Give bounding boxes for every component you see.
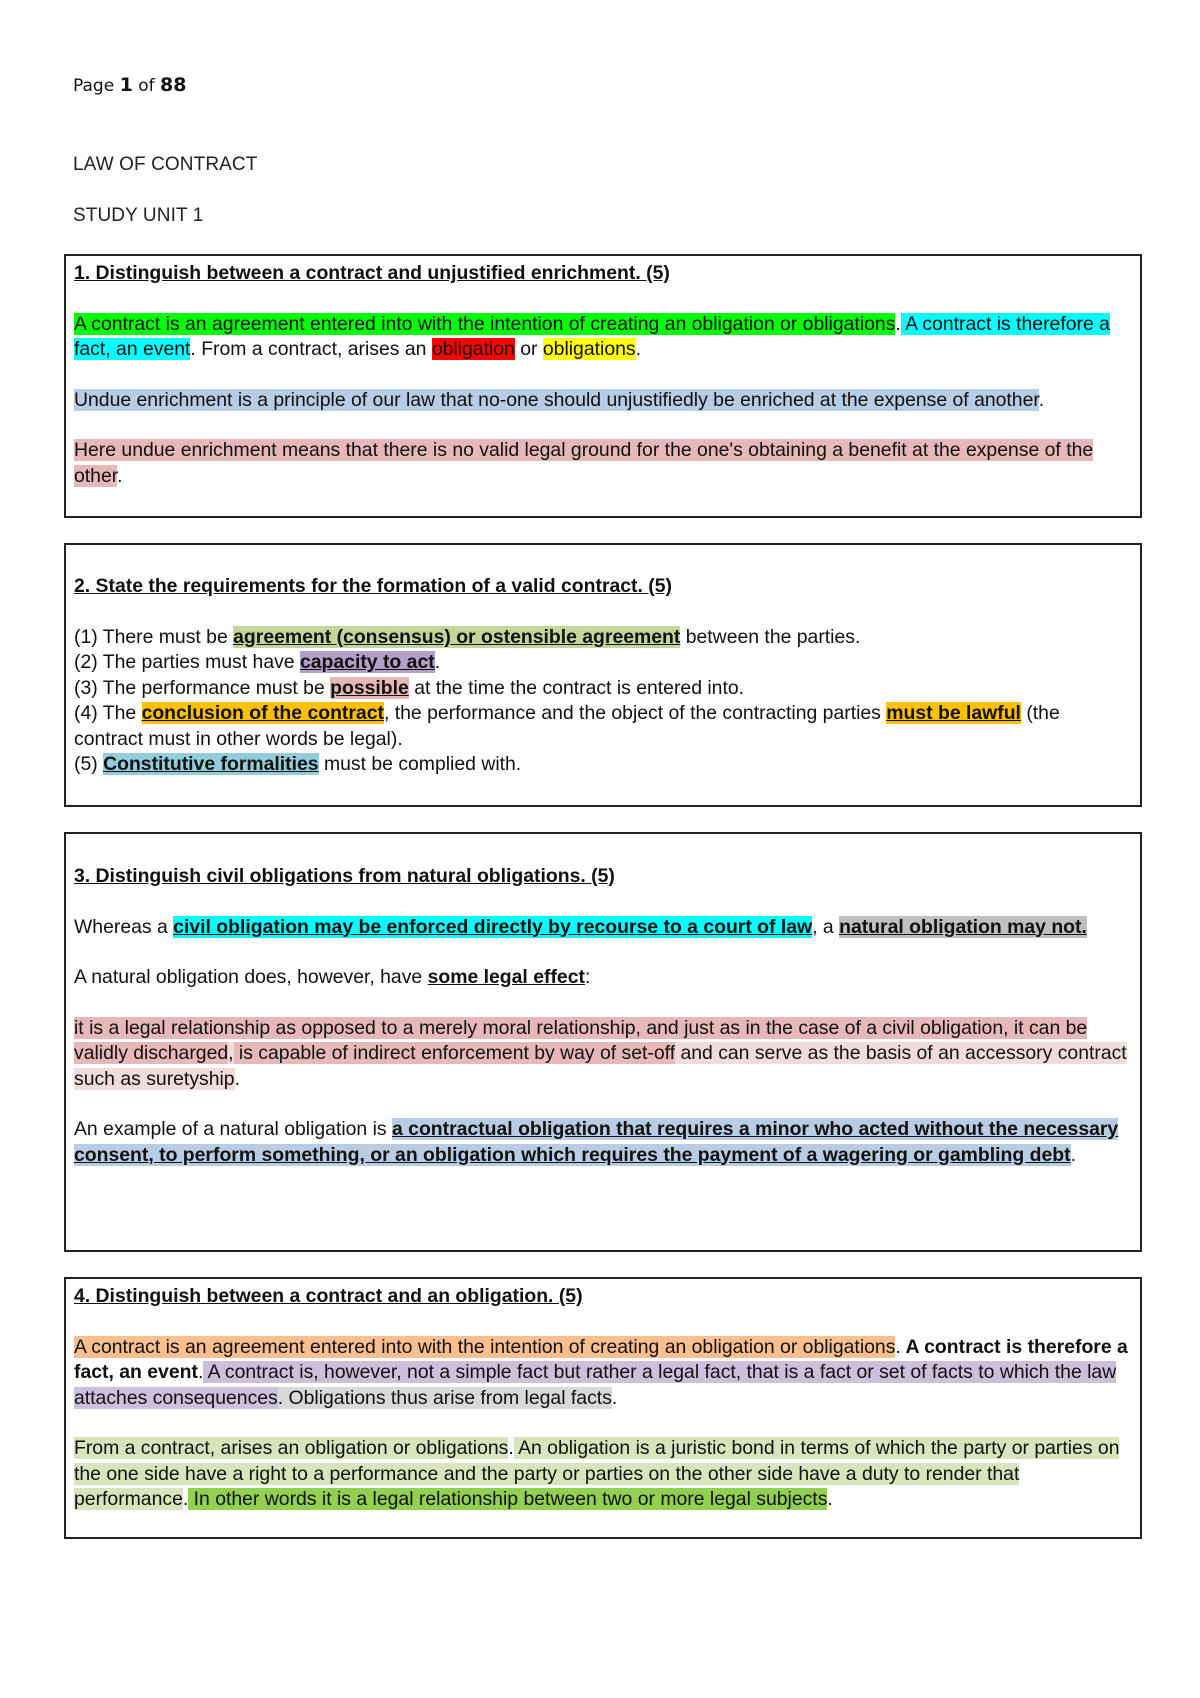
question-2-heading: 2. State the requirements for the formation of a valid contract. (5) bbox=[74, 575, 672, 597]
q4-text: . bbox=[197, 1361, 204, 1383]
q2-text: (5) bbox=[74, 753, 104, 775]
requirement-3 bbox=[74, 676, 1130, 702]
q3-text: . bbox=[1070, 1143, 1076, 1166]
q2-hl-agreement: agreement (consensus) or ostensible agreement bbox=[233, 625, 681, 648]
requirement-5 bbox=[74, 752, 1130, 778]
q1-text: . bbox=[117, 464, 123, 487]
q3-legal-effect: some legal effect bbox=[427, 966, 585, 988]
q3-paragraph-2 bbox=[74, 965, 1130, 991]
q4-text: . bbox=[611, 1386, 618, 1409]
document-title: LAW OF CONTRACT bbox=[73, 154, 258, 175]
q3-text: Whereas a bbox=[74, 915, 174, 938]
q3-hl-natural-obligation: natural obligation may not. bbox=[839, 915, 1087, 938]
q3-hl-civil-obligation: civil obligation may be enforced directly by recourse to a court of law bbox=[173, 915, 813, 938]
q1-paragraph-2 bbox=[74, 388, 1130, 414]
q4-paragraph-2 bbox=[74, 1436, 1130, 1513]
q3-paragraph-4 bbox=[74, 1117, 1130, 1168]
question-1-heading: 1. Distinguish between a contract and unjustified enrichment. (5) bbox=[74, 262, 670, 284]
q2-text: (3) The performance must be bbox=[74, 676, 331, 699]
q2-text: (4) The bbox=[74, 702, 142, 724]
q4-hl-legal-facts: . Obligations thus arise from legal facts bbox=[277, 1386, 612, 1409]
q1-hl-obligation: obligation bbox=[431, 338, 515, 360]
q1-text: . bbox=[895, 312, 901, 335]
q4-paragraph-1 bbox=[74, 1335, 1130, 1412]
q3-hl-suretyship: and can serve as the basis of an accessory contract such as suretyship bbox=[74, 1042, 1127, 1090]
q4-hl-legal-fact: A contract is, however, not a simple fact but rather a legal fact, that is a fact or set of facts to which the law attaches consequences bbox=[74, 1361, 1117, 1409]
page-of: of bbox=[138, 76, 155, 96]
q4-hl-juristic-bond: An obligation is a juristic bond in terms of which the party or parties on the one side have a right to a performance and the party or parties on the other side have a duty to render that performance bbox=[74, 1437, 1120, 1510]
q3-text: , a bbox=[812, 915, 840, 938]
requirement-1 bbox=[74, 625, 1130, 651]
page-current: 1 bbox=[119, 74, 133, 96]
q2-hl-formalities: Constitutive formalities bbox=[103, 753, 319, 775]
q2-text: must be complied with. bbox=[318, 753, 522, 775]
q2-text: (1) There must be bbox=[74, 625, 234, 648]
q2-hl-capacity: capacity to act bbox=[299, 651, 435, 673]
question-box-4 bbox=[64, 1277, 1142, 1539]
q1-hl-obligations: obligations bbox=[542, 338, 636, 360]
q3-text: . bbox=[234, 1067, 240, 1090]
q2-hl-conclusion: conclusion of the contract bbox=[141, 702, 384, 724]
q2-text: . bbox=[434, 651, 441, 673]
q3-hl-legal-relationship: it is a legal relationship as opposed to a merely moral relationship, and just as in the case of a civil obligation, it can be validly discharged bbox=[74, 1016, 1088, 1064]
requirement-2 bbox=[74, 650, 1130, 676]
q3-hl-example: a contractual obligation that requires a minor who acted without the necessary consent, to perform something, or an obligation which requires the payment of a wagering or gambling debt bbox=[74, 1118, 1119, 1166]
question-box-3 bbox=[64, 832, 1142, 1252]
q4-hl-arises-obligation: From a contract, arises an obligation or obligations bbox=[74, 1437, 509, 1459]
q1-paragraph-1 bbox=[74, 312, 1130, 363]
q1-hl-contract-definition: A contract is an agreement entered into with the intention of creating an obligation or obligations bbox=[74, 312, 896, 335]
question-4-heading: 4. Distinguish between a contract and an obligation. (5) bbox=[74, 1285, 583, 1307]
page-total: 88 bbox=[160, 74, 187, 96]
q3-text: An example of a natural obligation is bbox=[74, 1118, 392, 1140]
q1-text: . From a contract, arises an bbox=[190, 338, 432, 360]
q4-hl-contract-definition: A contract is an agreement entered into with the intention of creating an obligation or obligations bbox=[74, 1335, 896, 1358]
q4-hl-legal-relationship: In other words it is a legal relationship between two or more legal subjects bbox=[188, 1488, 828, 1510]
requirement-4 bbox=[74, 701, 1130, 752]
page-label: Page bbox=[73, 76, 115, 96]
q4-text: . bbox=[508, 1437, 514, 1459]
q2-hl-possible: possible bbox=[330, 676, 409, 699]
q1-paragraph-3 bbox=[74, 438, 1130, 489]
q1-hl-undue-enrichment: Undue enrichment is a principle of our law that no-one should unjustifiedly be enriched at the expense of another bbox=[74, 388, 1039, 411]
q3-paragraph-3 bbox=[74, 1016, 1130, 1093]
q1-text: . bbox=[635, 338, 641, 360]
q2-text: (2) The parties must have bbox=[74, 651, 300, 673]
q1-text: . bbox=[1038, 388, 1045, 411]
q1-hl-contract-fact: A contract is therefore a fact, an event bbox=[74, 312, 1110, 360]
q3-paragraph-1 bbox=[74, 915, 1130, 941]
q3-text: : bbox=[584, 966, 591, 988]
q2-text: at the time the contract is entered into. bbox=[408, 676, 745, 699]
q3-hl-set-off: is capable of indirect enforcement by way of set-off bbox=[233, 1042, 676, 1064]
q3-text: A natural obligation does, however, have bbox=[74, 966, 428, 988]
q2-text: between the parties. bbox=[680, 625, 861, 648]
q2-text: (the contract must in other words be legal). bbox=[74, 702, 1060, 750]
q4-contract-fact: A contract is therefore a fact, an event bbox=[74, 1335, 1128, 1383]
q4-text: . bbox=[182, 1488, 189, 1510]
q1-hl-undue-enrichment-meaning: Here undue enrichment means that there is no valid legal ground for the one's obtaining a benefit at the expense of the other bbox=[74, 439, 1094, 487]
question-box-1 bbox=[64, 254, 1142, 518]
q4-text: . bbox=[895, 1335, 901, 1358]
q4-text: . bbox=[827, 1488, 833, 1510]
q2-hl-lawful: must be lawful bbox=[886, 702, 1021, 724]
q2-text: , the performance and the object of the contracting parties bbox=[383, 702, 887, 724]
q1-text: or bbox=[514, 338, 543, 360]
question-3-heading: 3. Distinguish civil obligations from natural obligations. (5) bbox=[74, 865, 615, 887]
question-box-2 bbox=[64, 543, 1142, 807]
q3-text: , bbox=[228, 1042, 234, 1064]
page-number bbox=[73, 74, 186, 96]
study-unit: STUDY UNIT 1 bbox=[73, 205, 204, 226]
